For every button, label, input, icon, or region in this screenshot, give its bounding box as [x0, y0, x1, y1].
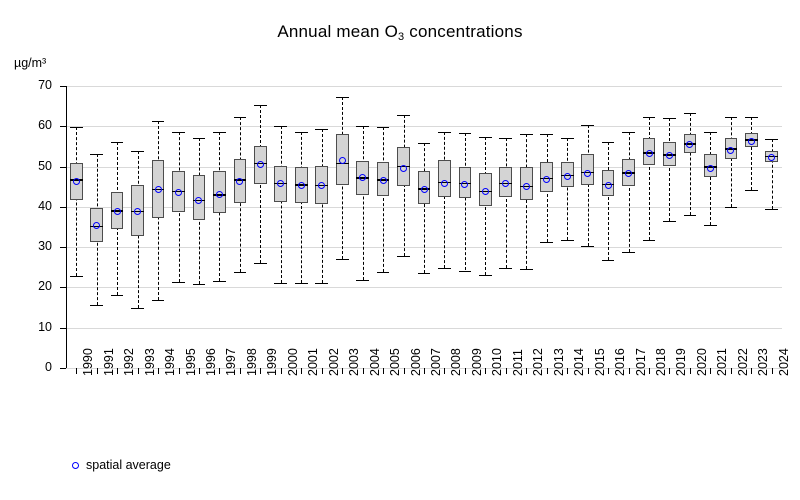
spatial-average-point — [298, 182, 305, 189]
x-tick-label-2022: 2022 — [735, 348, 750, 376]
y-tick-label: 50 — [38, 158, 52, 173]
x-tick-label-2003: 2003 — [347, 348, 362, 376]
whisker-cap-lower — [704, 225, 717, 226]
x-tick-label-2005: 2005 — [388, 348, 403, 376]
spatial-average-point — [625, 170, 632, 177]
whisker-cap-upper — [499, 138, 512, 139]
whisker-cap-upper — [540, 134, 553, 135]
whisker-cap-upper — [152, 121, 165, 122]
whisker-line — [465, 133, 466, 271]
whisker-cap-lower — [152, 300, 165, 301]
whisker-cap-lower — [418, 273, 431, 274]
plot-area — [66, 86, 782, 368]
x-tick-mark — [629, 368, 630, 374]
x-tick-label-2014: 2014 — [572, 348, 587, 376]
x-tick-mark — [363, 368, 364, 374]
whisker-cap-upper — [131, 151, 144, 152]
whisker-cap-upper — [418, 143, 431, 144]
x-tick-label-2016: 2016 — [613, 348, 628, 376]
gridline — [66, 328, 782, 329]
whisker-cap-upper — [438, 132, 451, 133]
legend-label-spatial-average: spatial average — [86, 458, 171, 472]
whisker-cap-lower — [745, 190, 758, 191]
y-tick-mark — [60, 368, 66, 369]
whisker-cap-lower — [540, 242, 553, 243]
whisker-cap-lower — [725, 207, 738, 208]
whisker-line — [772, 139, 773, 209]
whisker-cap-upper — [622, 132, 635, 133]
whisker-cap-upper — [725, 117, 738, 118]
whisker-line — [588, 125, 589, 246]
x-tick-mark — [588, 368, 589, 374]
x-tick-mark — [567, 368, 568, 374]
whisker-cap-lower — [643, 240, 656, 241]
chart-title — [0, 22, 800, 42]
x-tick-label-2007: 2007 — [429, 348, 443, 376]
x-tick-mark — [199, 368, 200, 374]
whisker-line — [76, 127, 77, 276]
x-tick-mark — [97, 368, 98, 374]
whisker-line — [690, 113, 691, 215]
whisker-cap-upper — [172, 132, 185, 133]
whisker-line — [710, 132, 711, 225]
x-tick-mark — [424, 368, 425, 374]
y-tick-mark — [60, 328, 66, 329]
chart-legend — [72, 458, 171, 472]
whisker-line — [301, 132, 302, 283]
spatial-average-point — [114, 208, 121, 215]
x-tick-mark — [342, 368, 343, 374]
x-tick-label-2002: 2002 — [326, 348, 341, 376]
spatial-average-point — [666, 152, 673, 159]
x-tick-mark — [690, 368, 691, 374]
whisker-cap-upper — [377, 127, 390, 128]
gridline — [66, 287, 782, 288]
x-tick-label-2023: 2023 — [756, 348, 771, 376]
whisker-cap-upper — [295, 132, 308, 133]
y-tick-mark — [60, 167, 66, 168]
whisker-cap-lower — [172, 282, 185, 283]
whisker-cap-upper — [704, 132, 717, 133]
x-tick-label-1993: 1993 — [142, 348, 157, 376]
spatial-average-point — [339, 157, 346, 164]
whisker-line — [608, 142, 609, 259]
x-tick-mark — [710, 368, 711, 374]
whisker-line — [281, 126, 282, 282]
whisker-line — [322, 129, 323, 284]
whisker-cap-upper — [274, 126, 287, 127]
whisker-cap-lower — [581, 246, 594, 247]
whisker-cap-lower — [131, 308, 144, 309]
spatial-average-marker-icon — [72, 462, 79, 469]
whisker-line — [731, 117, 732, 206]
whisker-line — [383, 127, 384, 272]
whisker-line — [567, 138, 568, 240]
spatial-average-point — [380, 177, 387, 184]
whisker-cap-upper — [765, 139, 778, 140]
x-tick-label-2004: 2004 — [367, 348, 382, 376]
whisker-line — [649, 117, 650, 240]
x-tick-label-1998: 1998 — [244, 348, 259, 376]
x-tick-mark — [444, 368, 445, 374]
chart-title-after: concentrations — [404, 22, 523, 41]
whisker-line — [669, 118, 670, 221]
y-tick-mark — [60, 86, 66, 87]
x-tick-label-1996: 1996 — [203, 348, 218, 376]
x-tick-mark — [404, 368, 405, 374]
y-tick-label: 0 — [45, 360, 52, 374]
whisker-cap-lower — [397, 256, 410, 257]
x-tick-mark — [649, 368, 650, 374]
x-tick-label-2010: 2010 — [490, 348, 505, 376]
whisker-cap-upper — [397, 115, 410, 116]
whisker-cap-lower — [663, 221, 676, 222]
whisker-line — [260, 105, 261, 263]
whisker-cap-lower — [438, 268, 451, 269]
x-tick-label-2000: 2000 — [285, 348, 300, 376]
y-tick-label: 60 — [38, 118, 52, 133]
x-tick-mark — [383, 368, 384, 374]
spatial-average-point — [155, 186, 162, 193]
x-tick-label-1997: 1997 — [224, 348, 239, 376]
x-tick-mark — [465, 368, 466, 374]
x-tick-label-2015: 2015 — [592, 348, 607, 376]
gridline — [66, 86, 782, 87]
spatial-average-point — [523, 183, 530, 190]
whisker-cap-upper — [336, 97, 349, 98]
whisker-cap-lower — [479, 275, 492, 276]
y-tick-label: 70 — [38, 78, 52, 92]
x-tick-label-1999: 1999 — [265, 348, 280, 376]
whisker-cap-lower — [377, 272, 390, 273]
whisker-cap-upper — [581, 125, 594, 126]
whisker-cap-lower — [254, 263, 267, 264]
whisker-line — [629, 132, 630, 252]
spatial-average-point — [605, 182, 612, 189]
x-tick-mark — [219, 368, 220, 374]
whisker-cap-lower — [295, 283, 308, 284]
whisker-cap-upper — [234, 117, 247, 118]
x-tick-label-2009: 2009 — [469, 348, 484, 376]
x-tick-mark — [751, 368, 752, 374]
whisker-cap-upper — [111, 142, 124, 143]
x-tick-label-2008: 2008 — [449, 348, 464, 376]
spatial-average-point — [646, 150, 653, 157]
x-tick-label-2013: 2013 — [551, 348, 566, 376]
whisker-cap-upper — [90, 154, 103, 155]
whisker-cap-lower — [315, 283, 328, 284]
x-tick-mark — [301, 368, 302, 374]
whisker-cap-lower — [602, 260, 615, 261]
whisker-cap-upper — [745, 117, 758, 118]
x-tick-mark — [158, 368, 159, 374]
x-tick-mark — [117, 368, 118, 374]
x-tick-label-2018: 2018 — [654, 348, 669, 376]
x-tick-label-1994: 1994 — [163, 348, 178, 376]
whisker-cap-upper — [520, 134, 533, 135]
whisker-line — [506, 138, 507, 269]
x-tick-mark — [669, 368, 670, 374]
whisker-line — [363, 126, 364, 280]
spatial-average-point — [236, 178, 243, 185]
x-tick-label-1995: 1995 — [183, 348, 198, 376]
whisker-cap-upper — [663, 118, 676, 119]
spatial-average-point — [748, 138, 755, 145]
whisker-cap-upper — [356, 126, 369, 127]
spatial-average-point — [441, 180, 448, 187]
whisker-cap-upper — [561, 138, 574, 139]
y-tick-label: 20 — [38, 279, 52, 294]
chart-title-before: Annual mean O — [277, 22, 399, 41]
y-axis-unit-label: µg/m³ — [14, 56, 47, 70]
whisker-cap-lower — [499, 268, 512, 269]
y-tick-label: 30 — [38, 239, 52, 254]
x-tick-mark — [506, 368, 507, 374]
whisker-cap-lower — [274, 283, 287, 284]
x-tick-mark — [179, 368, 180, 374]
x-tick-mark — [281, 368, 282, 374]
whisker-cap-lower — [193, 284, 206, 285]
chart-title-subscript: 3 — [398, 31, 405, 43]
whisker-cap-lower — [765, 209, 778, 210]
y-tick-label: 10 — [38, 319, 52, 334]
box-2008 — [438, 160, 451, 197]
x-tick-label-2011: 2011 — [510, 349, 525, 376]
x-tick-label-2012: 2012 — [531, 348, 546, 376]
x-tick-mark — [485, 368, 486, 374]
x-tick-label-1992: 1992 — [122, 348, 137, 376]
x-tick-label-2020: 2020 — [694, 348, 709, 376]
y-tick-mark — [60, 247, 66, 248]
whisker-cap-lower — [459, 271, 472, 272]
whisker-cap-lower — [90, 305, 103, 306]
whisker-cap-upper — [254, 105, 267, 106]
whisker-cap-upper — [602, 142, 615, 143]
whisker-line — [424, 143, 425, 273]
x-tick-mark — [526, 368, 527, 374]
spatial-average-point — [564, 173, 571, 180]
whisker-line — [751, 117, 752, 190]
x-tick-label-2019: 2019 — [674, 348, 689, 376]
whisker-cap-lower — [111, 295, 124, 296]
y-tick-mark — [60, 126, 66, 127]
whisker-cap-lower — [336, 259, 349, 260]
x-tick-label-2017: 2017 — [633, 348, 648, 376]
whisker-cap-upper — [193, 138, 206, 139]
spatial-average-point — [257, 161, 264, 168]
whisker-cap-lower — [622, 252, 635, 253]
x-tick-label-1991: 1991 — [101, 348, 116, 376]
y-tick-label: 40 — [38, 198, 52, 213]
whisker-cap-lower — [234, 272, 247, 273]
spatial-average-point — [421, 186, 428, 193]
whisker-cap-upper — [643, 117, 656, 118]
x-tick-mark — [608, 368, 609, 374]
whisker-cap-upper — [479, 137, 492, 138]
x-tick-label-1990: 1990 — [81, 348, 96, 376]
whisker-cap-lower — [684, 215, 697, 216]
gridline — [66, 126, 782, 127]
whisker-cap-lower — [561, 240, 574, 241]
x-tick-mark — [138, 368, 139, 374]
x-tick-mark — [76, 368, 77, 374]
whisker-line — [526, 134, 527, 270]
whisker-cap-upper — [459, 133, 472, 134]
whisker-cap-upper — [684, 113, 697, 114]
x-tick-mark — [322, 368, 323, 374]
x-tick-label-2021: 2021 — [715, 348, 730, 376]
x-tick-mark — [547, 368, 548, 374]
whisker-cap-lower — [70, 276, 83, 277]
x-tick-label-2006: 2006 — [408, 348, 423, 376]
whisker-cap-upper — [315, 129, 328, 130]
y-tick-mark — [60, 287, 66, 288]
x-tick-mark — [260, 368, 261, 374]
whisker-cap-lower — [520, 269, 533, 270]
whisker-cap-upper — [213, 132, 226, 133]
whisker-line — [444, 132, 445, 268]
whisker-cap-lower — [213, 281, 226, 282]
y-tick-mark — [60, 207, 66, 208]
x-tick-mark — [772, 368, 773, 374]
x-tick-label-2024: 2024 — [776, 348, 791, 376]
y-axis-line — [66, 86, 67, 368]
whisker-cap-lower — [356, 280, 369, 281]
x-tick-mark — [731, 368, 732, 374]
x-tick-label-2001: 2001 — [306, 348, 321, 376]
whisker-cap-upper — [70, 127, 83, 128]
x-tick-mark — [240, 368, 241, 374]
